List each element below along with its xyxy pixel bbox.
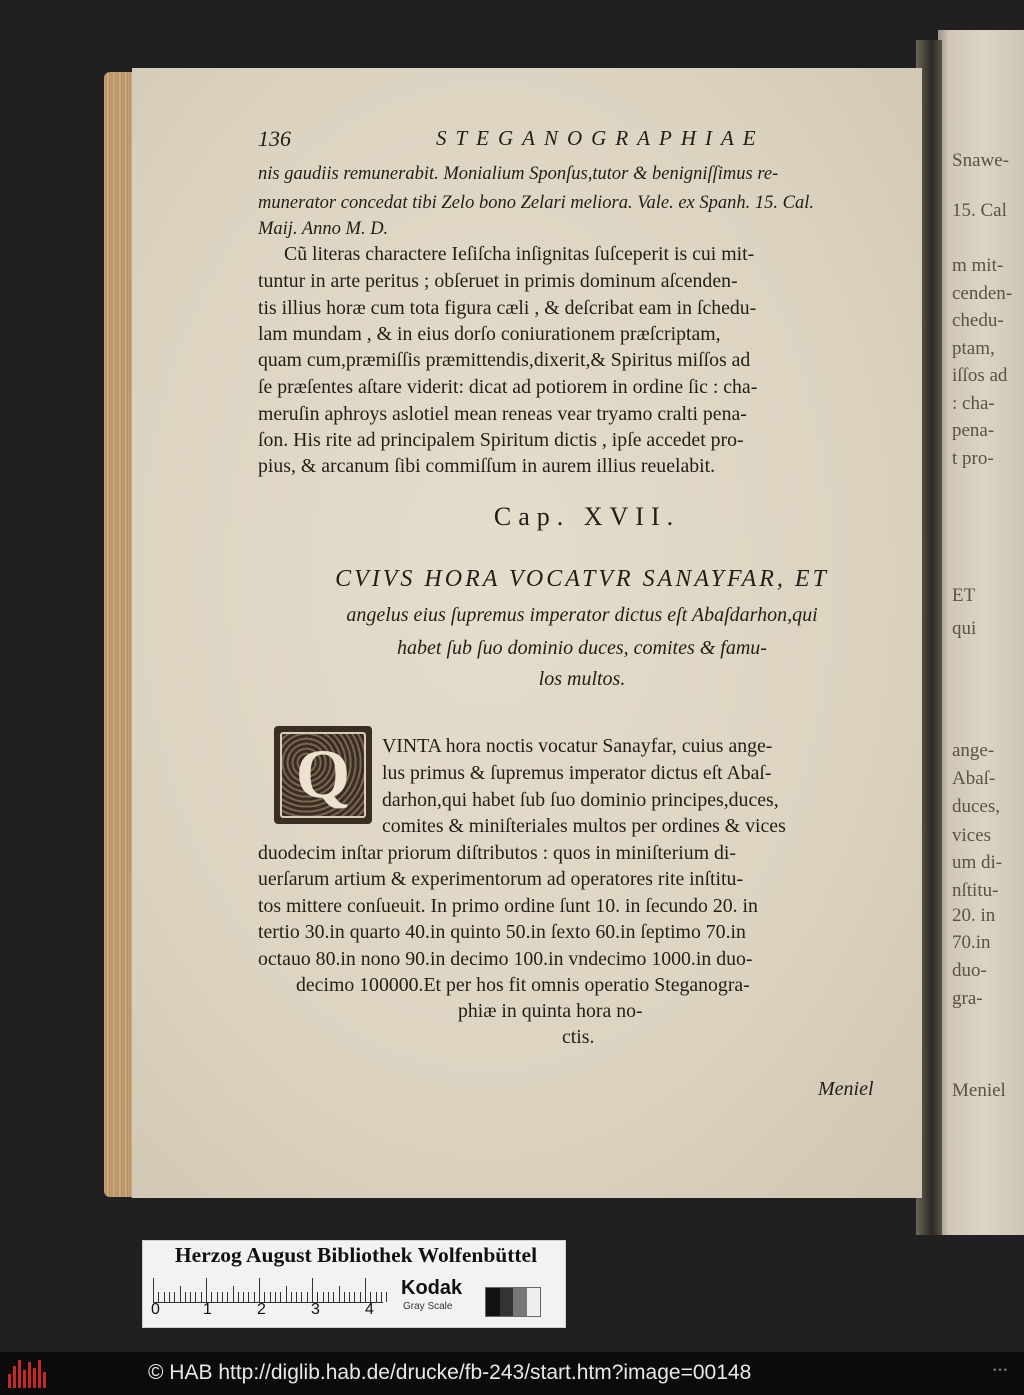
ruler-numbers (151, 1301, 391, 1321)
measuring-ruler (153, 1277, 383, 1303)
text-line: VINTA hora noctis vocatur Sanayfar, cuius ange- (382, 735, 773, 757)
ruler-tick (206, 1278, 207, 1302)
title-line: CVIVS HORA VOCATVR SANAYFAR, ET (335, 566, 829, 592)
page-header (258, 126, 908, 160)
text-line: ſon. His rite ad principalem Spiritum dictis , ipſe accedet pro- (258, 429, 744, 451)
logo-bar (13, 1366, 16, 1388)
ruler-tick (233, 1286, 234, 1302)
decorated-initial-icon (274, 726, 372, 824)
more-icon: ••• (992, 1366, 1008, 1376)
text-line: Cũ literas charactere Ieſiſcha inſignitas ſuſceperit is cui mit- (284, 243, 755, 265)
text-line: duodecim inſtar priorum diſtributos : quos in miniſterium di- (258, 842, 736, 864)
ruler-tick (286, 1286, 287, 1302)
ruler-number: 4 (365, 1301, 374, 1318)
swatch (513, 1288, 527, 1316)
text-line: tuntur in arte peritus ; obſeruet in primis dominum aſcenden- (258, 270, 738, 292)
adjacent-page-fragment: duces, (952, 796, 1001, 817)
title-line: angelus eius ſupremus imperator dictus eſt Abaſdarhon,qui (346, 604, 818, 626)
text-line: pius, & arcanum ſibi commiſſum in aurem illius reuelabit. (258, 455, 716, 477)
text-line: uerſarum artium & experimentorum ad operatores rite inſtitu- (258, 868, 744, 890)
text-line: ctis. (562, 1026, 595, 1048)
adjacent-page-fragment: t pro- (952, 448, 994, 469)
library-name: Herzog August Bibliothek Wolfenbüttel (174, 1243, 538, 1267)
logo-bar (28, 1362, 31, 1388)
footer-bar (0, 1352, 1024, 1395)
running-head: STEGANOGRAPHIAE (436, 126, 765, 150)
swatch (500, 1288, 514, 1316)
ruler-tick (180, 1286, 181, 1302)
text-line: octauo 80.in nono 90.in decimo 100.in vndecimo 1000.in duo- (258, 948, 753, 970)
ruler-number: 3 (311, 1301, 320, 1318)
chapter-heading: Cap. XVII. (493, 502, 681, 531)
text-line: tos mittere conſueuit. In primo ordine ſunt 10. in ſecundo 20. in (258, 895, 758, 917)
ruler-tick (365, 1278, 366, 1302)
text-line: meruſin aphroys aslotiel mean reneas vear tryamo cralti pena- (258, 403, 747, 425)
adjacent-page-fragment: ange- (952, 740, 995, 761)
text-line: darhon,qui habet ſub ſuo dominio principes,duces, (382, 789, 779, 811)
adjacent-page-fragment: cenden- (952, 283, 1013, 304)
text-line: Maij. Anno M. D. (258, 219, 389, 239)
text-line: ſe præſentes aſtare viderit: dicat ad potiorem in ordine ſic : cha- (258, 376, 758, 398)
adjacent-page-fragment: duo- (952, 960, 987, 981)
ruler-number: 0 (151, 1301, 160, 1318)
adjacent-page-fragment: um di- (952, 852, 1003, 873)
adjacent-page-fragment: 20. in (952, 905, 996, 926)
title-line: los multos. (538, 668, 626, 690)
adjacent-page-fragment: ET (952, 585, 976, 606)
adjacent-page-fragment: pena- (952, 420, 995, 441)
logo-bar (33, 1368, 36, 1388)
catchword: Meniel (818, 1078, 874, 1100)
text-line: munerator concedat tibi Zelo bono Zelari meliora. Vale. ex Spanh. 15. Cal. (258, 193, 814, 213)
logo-bar (38, 1360, 41, 1388)
adjacent-page-fragment: Abaſ- (952, 768, 996, 789)
text-line: nis gaudiis remunerabit. Monialium Sponſus,tutor & benigniſſimus re- (258, 164, 779, 184)
adjacent-page-fragment: gra- (952, 988, 983, 1009)
adjacent-page-fragment: m mit- (952, 255, 1004, 276)
text-line: comites & miniſteriales multos per ordines & vices (382, 815, 786, 837)
text-line: lus primus & ſupremus imperator dictus eſt Abaſ- (382, 762, 772, 784)
adjacent-page-fragment: chedu- (952, 310, 1004, 331)
adjacent-page-fragment: qui (952, 618, 977, 639)
logo-bar (18, 1360, 21, 1388)
text-line: lam mundam , & in eius dorſo coniurationem præſcriptam, (258, 323, 721, 345)
kodak-brand: Kodak (401, 1277, 463, 1299)
ruler-tick (153, 1278, 154, 1302)
text-line: quam cum,præmiſſis præmittendis,dixerit,& Spiritus miſſos ad (258, 349, 751, 371)
adjacent-page-fragment: Snawe- (952, 150, 1009, 171)
title-line: habet ſub ſuo dominio duces, comites & famu- (397, 637, 767, 659)
adjacent-page-fragment: vices (952, 825, 992, 846)
page-number: 136 (258, 126, 291, 151)
swatch (527, 1288, 541, 1316)
adjacent-page-fragment: nſtitu- (952, 880, 999, 901)
text-line: tertio 30.in quarto 40.in quinto 50.in ſexto 60.in ſeptimo 70.in (258, 921, 746, 943)
swatch (486, 1288, 500, 1316)
text-line: phiæ in quinta hora no- (458, 1000, 643, 1022)
gray-scale-label: Gray Scale (403, 1301, 453, 1312)
ruler-tick (259, 1278, 260, 1302)
adjacent-page-fragment: : cha- (952, 393, 995, 414)
logo-bar (23, 1370, 26, 1388)
initial-letter: Q (295, 736, 351, 813)
logo-bar (43, 1372, 46, 1388)
hab-logo-icon[interactable] (8, 1360, 48, 1388)
ruler-tick (339, 1286, 340, 1302)
logo-bar (8, 1374, 11, 1388)
adjacent-page-fragment: iſſos ad (952, 365, 1008, 386)
copyright-url[interactable]: © HAB http://diglib.hab.de/drucke/fb-243/start.htm?image=00148 (148, 1361, 752, 1384)
adjacent-page-fragment: 15. Cal (952, 200, 1007, 221)
ruler-number: 1 (203, 1301, 212, 1318)
adjacent-page-fragment: 70.in (952, 932, 991, 953)
adjacent-page-fragment: ptam, (952, 338, 995, 359)
adjacent-page-fragment: Meniel (952, 1080, 1006, 1101)
library-color-card (142, 1240, 566, 1328)
ruler-number: 2 (257, 1301, 266, 1318)
ruler-tick (312, 1278, 313, 1302)
gray-scale-swatches (485, 1287, 541, 1317)
text-line: decimo 100000.Et per hos fit omnis operatio Steganogra- (296, 974, 750, 996)
text-line: tis illius horæ cum tota figura cæli , & deſcribat eam in ſchedu- (258, 297, 757, 319)
